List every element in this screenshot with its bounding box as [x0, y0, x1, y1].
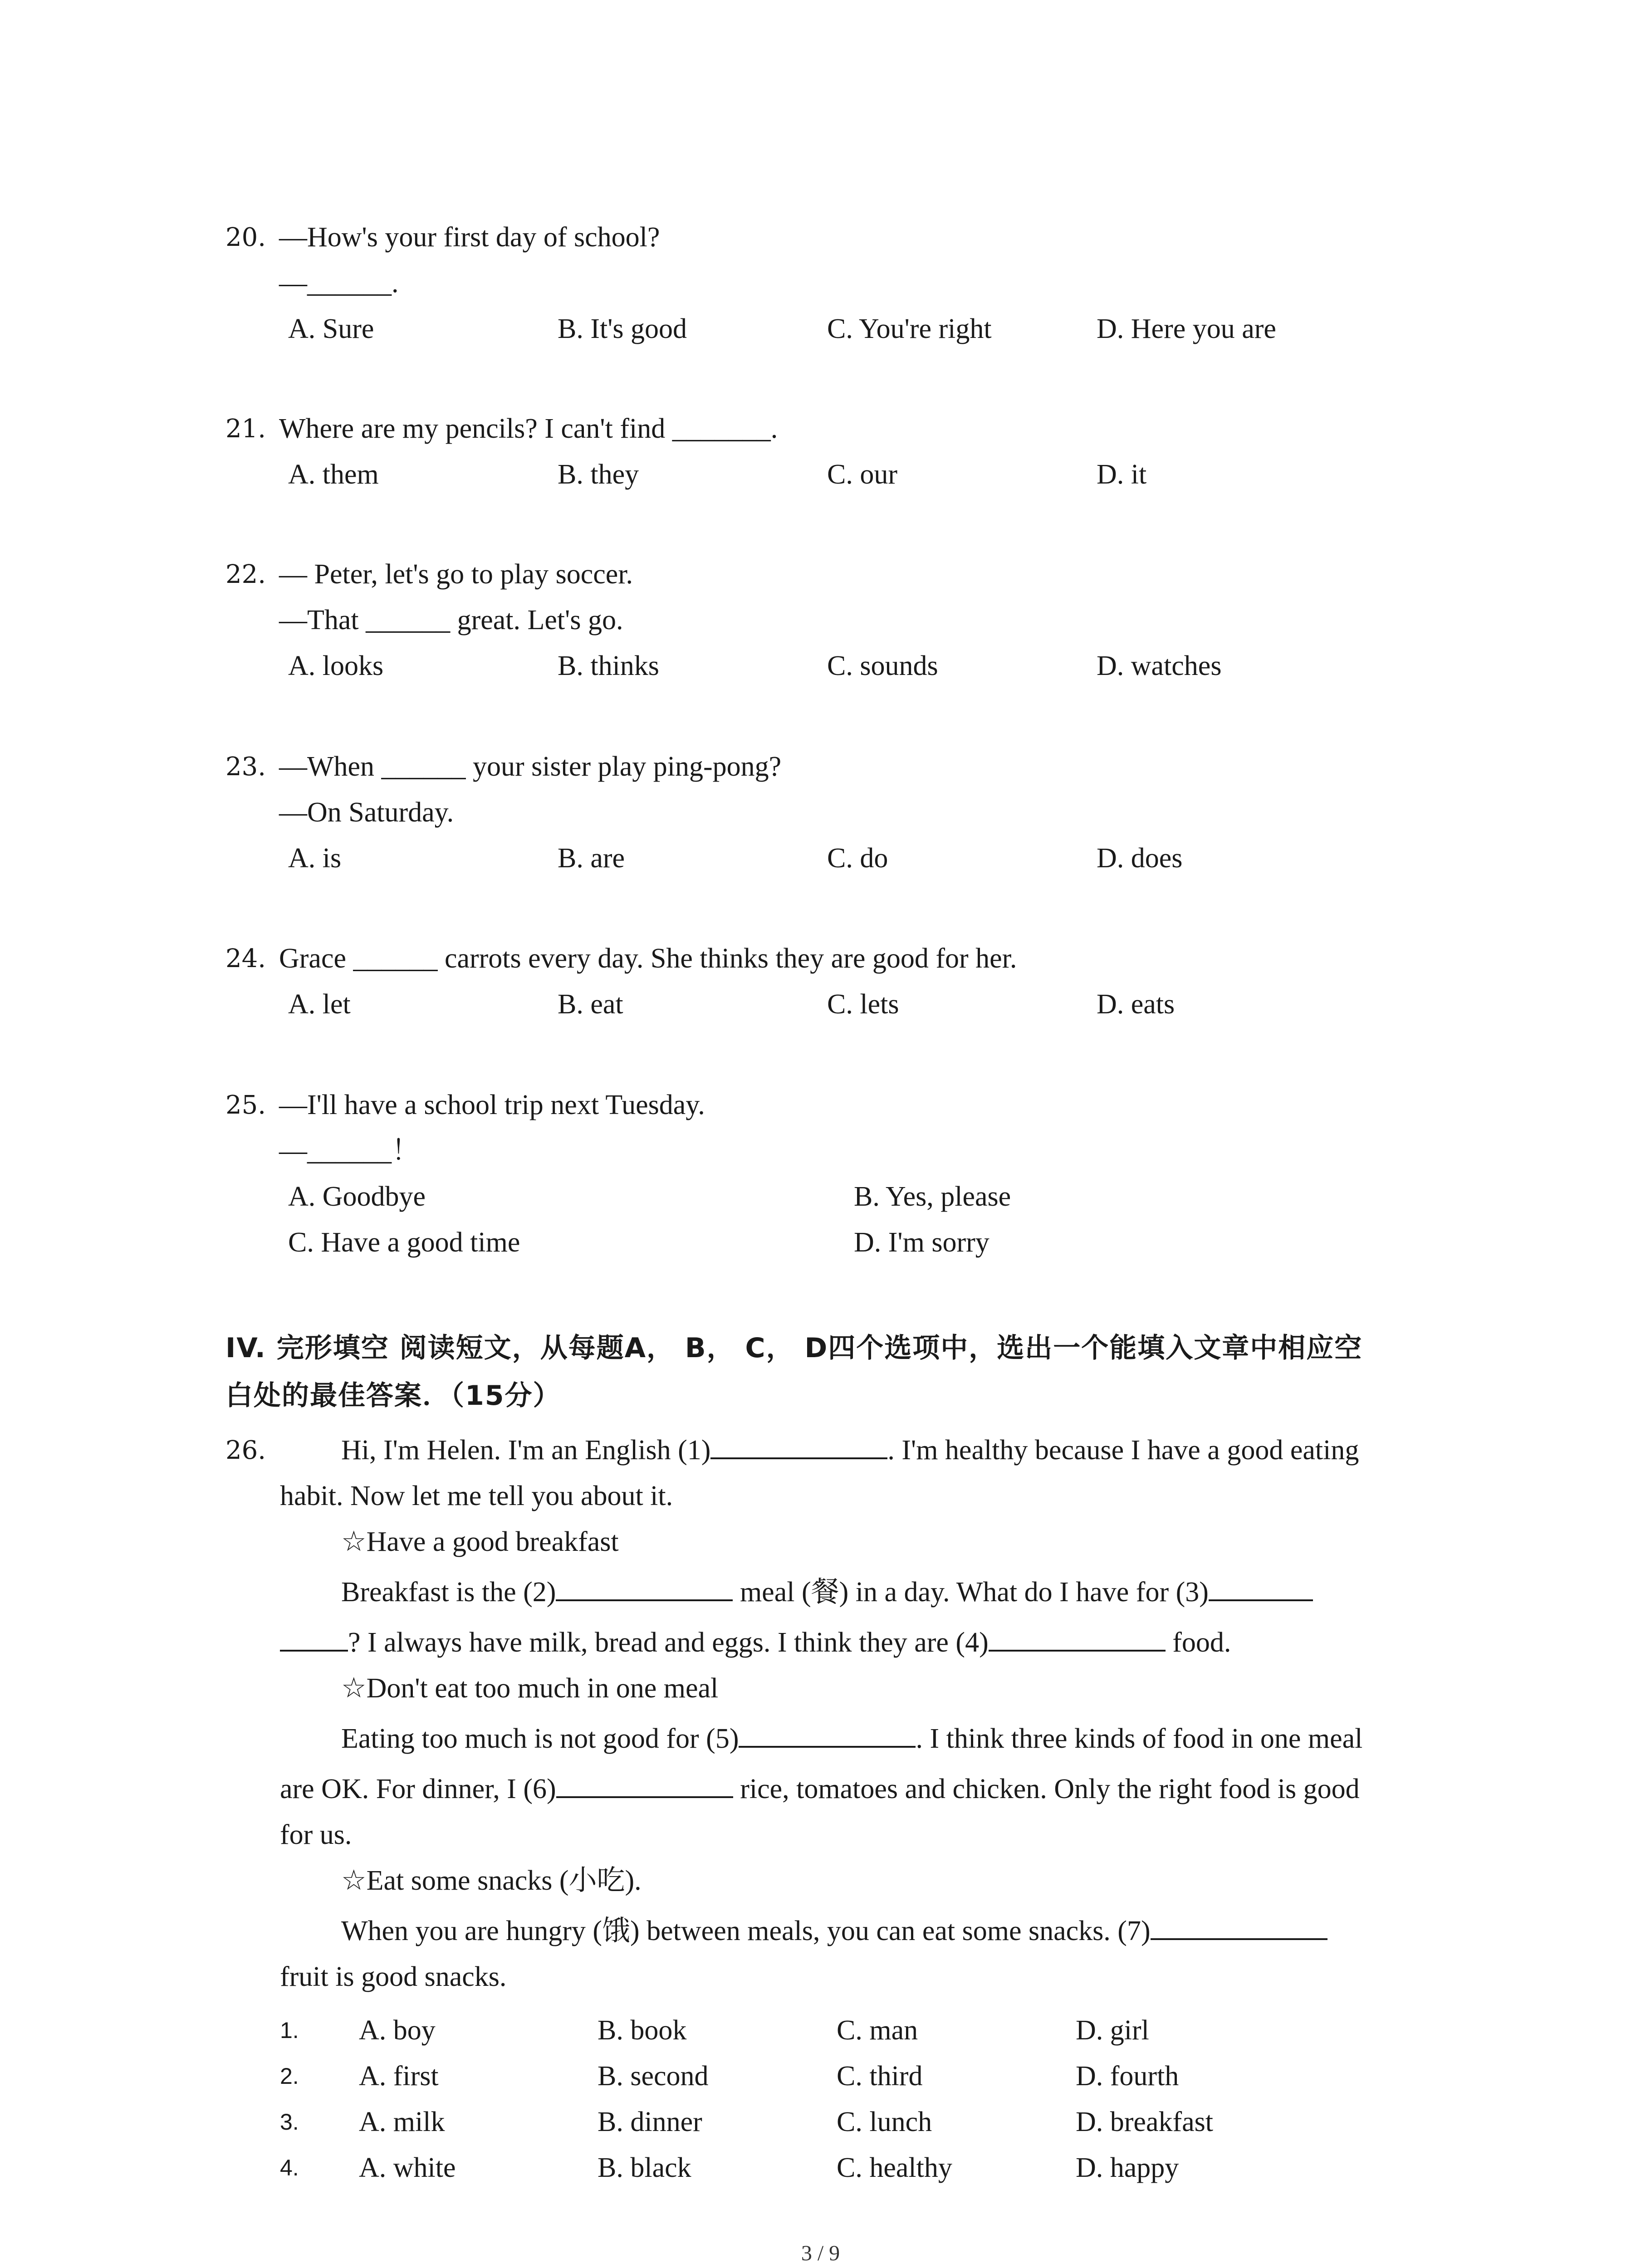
page-number: 3 / 9	[801, 2241, 840, 2265]
option-a[interactable]: A. white	[359, 2152, 456, 2183]
question-stem: —I'll have a school trip next Tuesday.	[279, 1090, 705, 1120]
option-a[interactable]: A. milk	[359, 2107, 445, 2137]
passage-text: habit. Now let me tell you about it.	[280, 1481, 673, 1511]
question-21	[225, 406, 1450, 498]
passage-text: . I'm healthy because I have a good eating	[887, 1435, 1359, 1466]
option-d[interactable]: D. happy	[1076, 2152, 1179, 2183]
option-row	[280, 2145, 1450, 2191]
option-d[interactable]: D. breakfast	[1076, 2107, 1213, 2137]
option-c[interactable]: C. healthy	[837, 2152, 952, 2183]
option-d[interactable]: D. eats	[1097, 989, 1175, 1020]
option-c[interactable]: C. lunch	[837, 2107, 932, 2137]
subheading: ☆Have a good breakfast	[341, 1526, 619, 1557]
option-row	[280, 2053, 1450, 2099]
question-stem: Grace ______ carrots every day. She thinks they are good for her.	[279, 943, 1017, 974]
passage-text: are OK. For dinner, I (6)	[280, 1774, 556, 1804]
passage-text: rice, tomatoes and chicken. Only the right food is good	[733, 1774, 1360, 1804]
blank-3-continued[interactable]	[280, 1625, 348, 1652]
question-number: 26.	[225, 1436, 266, 1465]
blank-2[interactable]	[556, 1574, 733, 1601]
option-b[interactable]: B. dinner	[598, 2107, 702, 2137]
option-row-number: 3.	[280, 2109, 299, 2135]
question-stem: Where are my pencils? I can't find _______.	[279, 413, 778, 444]
option-c[interactable]: C. do	[827, 843, 888, 874]
option-c[interactable]: C. third	[837, 2061, 923, 2092]
option-b[interactable]: B. thinks	[558, 650, 659, 681]
option-b[interactable]: B. Yes, please	[854, 1181, 1011, 1212]
option-row	[280, 2099, 1450, 2145]
question-stem: —That ______ great. Let's go.	[279, 605, 623, 635]
question-number: 22.	[225, 560, 266, 589]
section-heading-line1: IV. 完形填空 阅读短文，从每题A， B， C， D四个选项中，选出一个能填入文章中相应空	[225, 1332, 1363, 1364]
question-stem: —When ______ your sister play ping-pong?	[279, 751, 782, 782]
passage-text: . I think three kinds of food in one meal	[916, 1723, 1363, 1754]
passage-text: Hi, I'm Helen. I'm an English (1)	[341, 1435, 711, 1466]
option-d[interactable]: D. does	[1097, 843, 1183, 874]
option-a[interactable]: A. boy	[359, 2015, 436, 2046]
option-b[interactable]: B. are	[558, 843, 625, 874]
question-23	[225, 744, 1450, 881]
option-b[interactable]: B. It's good	[558, 313, 687, 344]
option-c[interactable]: C. our	[827, 459, 897, 490]
blank-4[interactable]	[989, 1625, 1166, 1652]
question-25	[225, 1082, 1450, 1266]
passage-text: When you are hungry (饿) between meals, you can eat some snacks. (7)	[341, 1916, 1151, 1946]
section-heading	[225, 1325, 1473, 1420]
blank-3[interactable]	[1209, 1574, 1313, 1601]
option-a[interactable]: A. first	[359, 2061, 439, 2092]
question-stem: —______！	[279, 1135, 420, 1166]
question-stem: — Peter, let's go to play soccer.	[279, 559, 633, 590]
passage-text: fruit is good snacks.	[280, 1961, 507, 1992]
blank-7[interactable]	[1151, 1913, 1327, 1940]
blank-1[interactable]	[710, 1432, 887, 1459]
passage-text: Eating too much is not good for (5)	[341, 1723, 739, 1754]
question-20	[225, 215, 1450, 352]
question-stem: —______.	[279, 268, 399, 298]
option-a[interactable]: A. let	[288, 989, 351, 1020]
option-c[interactable]: C. You're right	[827, 313, 992, 344]
option-d[interactable]: D. girl	[1076, 2015, 1149, 2046]
section-heading-line2: 白处的最佳答案．（15分）	[225, 1380, 561, 1412]
option-row-number: 1.	[280, 2018, 299, 2043]
option-a[interactable]: A. Sure	[288, 313, 374, 344]
option-c[interactable]: C. lets	[827, 989, 899, 1020]
option-b[interactable]: B. eat	[558, 989, 623, 1020]
option-a[interactable]: A. is	[288, 843, 342, 874]
question-number: 25.	[225, 1090, 266, 1120]
cloze-options	[280, 2008, 1450, 2191]
option-b[interactable]: B. second	[598, 2061, 709, 2092]
passage-text: Breakfast is the (2)	[341, 1577, 556, 1608]
question-stem: —How's your first day of school?	[279, 222, 660, 253]
question-stem: —On Saturday.	[279, 797, 454, 828]
option-d[interactable]: D. it	[1097, 459, 1147, 490]
option-b[interactable]: B. black	[598, 2152, 691, 2183]
option-a[interactable]: A. Goodbye	[288, 1181, 426, 1212]
option-c[interactable]: C. Have a good time	[288, 1227, 520, 1258]
question-number: 20.	[225, 223, 266, 252]
option-row-number: 2.	[280, 2063, 299, 2089]
subheading: ☆Don't eat too much in one meal	[341, 1673, 719, 1704]
option-c[interactable]: C. sounds	[827, 650, 938, 681]
option-b[interactable]: B. they	[558, 459, 639, 490]
question-number: 24.	[225, 944, 266, 973]
option-b[interactable]: B. book	[598, 2015, 687, 2046]
blank-6[interactable]	[556, 1771, 733, 1798]
question-24	[225, 936, 1450, 1027]
option-d[interactable]: D. watches	[1097, 650, 1222, 681]
option-a[interactable]: A. looks	[288, 650, 384, 681]
passage-text: ? I always have milk, bread and eggs. I think they are (4)	[348, 1627, 989, 1658]
question-number: 21.	[225, 414, 266, 444]
cloze-passage	[280, 1427, 1450, 2000]
subheading: ☆Eat some snacks (小吃).	[341, 1865, 642, 1896]
blank-5[interactable]	[739, 1721, 916, 1748]
option-d[interactable]: D. fourth	[1076, 2061, 1179, 2092]
option-row-number: 4.	[280, 2155, 299, 2180]
question-22	[225, 552, 1450, 689]
option-d[interactable]: D. Here you are	[1097, 313, 1276, 344]
option-row	[280, 2008, 1450, 2053]
option-a[interactable]: A. them	[288, 459, 379, 490]
passage-text: food.	[1165, 1627, 1231, 1658]
question-number: 23.	[225, 752, 266, 782]
option-c[interactable]: C. man	[837, 2015, 918, 2046]
passage-text: for us.	[280, 1819, 352, 1850]
passage-text: meal (餐) in a day. What do I have for (3)	[733, 1577, 1209, 1608]
option-d[interactable]: D. I'm sorry	[854, 1227, 989, 1258]
